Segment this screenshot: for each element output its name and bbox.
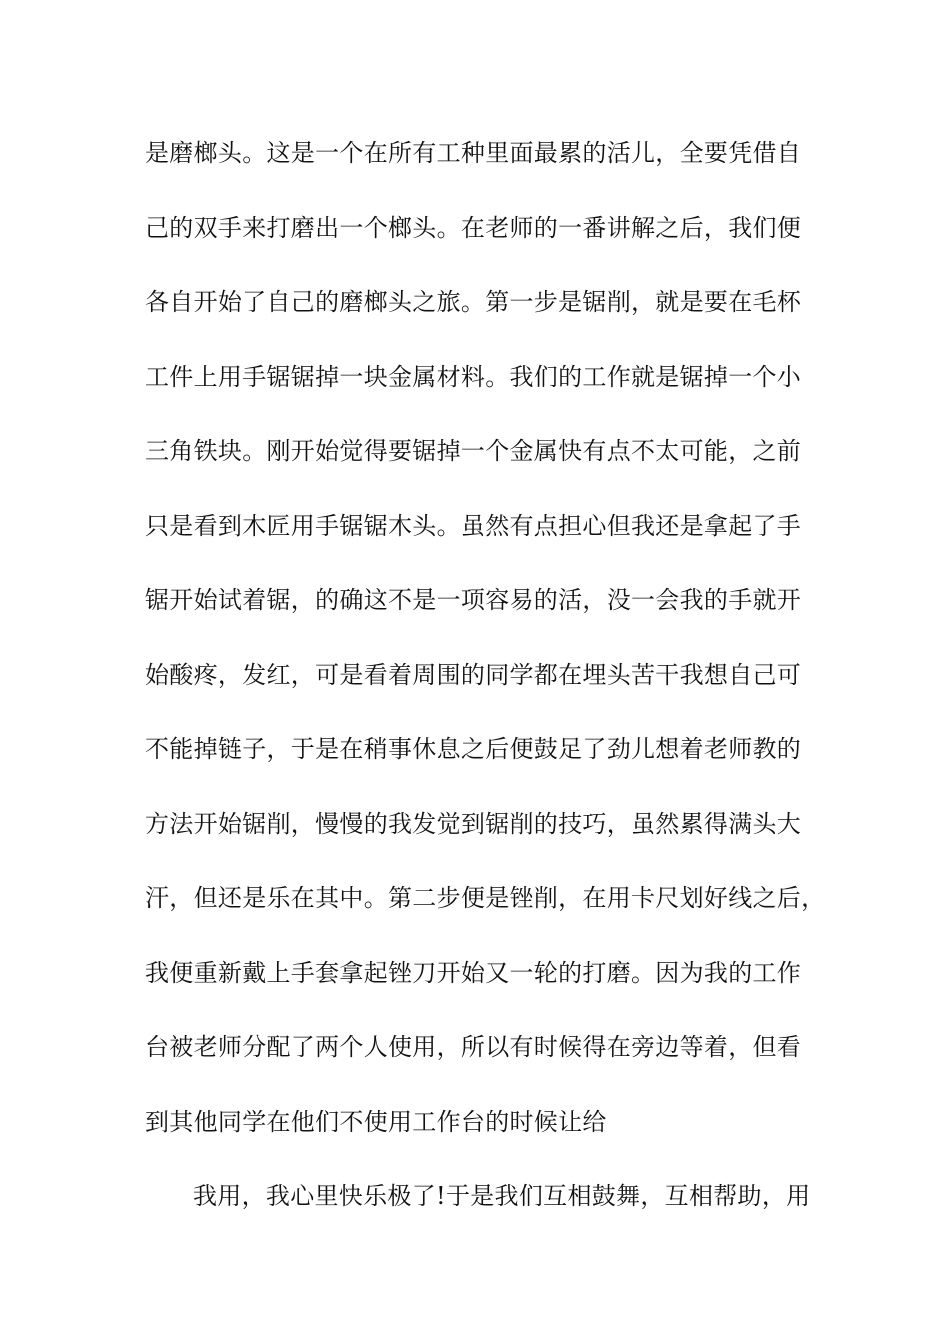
text-line-8: 始酸疼，发红，可是看着周围的同学都在埋头苦干我想自己可 (145, 660, 802, 689)
text-line-7: 锯开始试着锯，的确这不是一项容易的活，没一会我的手就开 (145, 586, 802, 614)
text-line-9: 不能掉链子，于是在稍事休息之后便鼓足了劲儿想着老师教的 (145, 735, 802, 763)
text-line-12: 我便重新戴上手套拿起锉刀开始又一轮的打磨。因为我的工作 (145, 958, 802, 987)
text-line-5: 三角铁块。刚开始觉得要锯掉一个金属快有点不太可能，之前 (145, 437, 802, 465)
body-text (145, 130, 825, 1248)
text-line-3: 各自开始了自己的磨榔头之旅。第一步是锯削，就是要在毛杯 (145, 288, 802, 316)
text-line-4: 工件上用手锯锯掉一块金属材料。我们的工作就是锯掉一个小 (145, 362, 802, 391)
text-line-6: 只是看到木匠用手锯锯木头。虽然有点担心但我还是拿起了手 (145, 511, 802, 540)
text-line-1: 是磨榔头。这是一个在所有工种里面最累的活儿，全要凭借自 (145, 139, 802, 167)
text-line-2: 己的双手来打磨出一个榔头。在老师的一番讲解之后，我们便 (145, 213, 802, 242)
text-line-15-paragraph-start: 我用，我心里快乐极了!于是我们互相鼓舞，互相帮助，用 (193, 1182, 811, 1210)
text-line-10: 方法开始锯削，慢慢的我发觉到锯削的技巧，虽然累得满头大 (145, 809, 802, 838)
text-line-13: 台被老师分配了两个人使用，所以有时候得在旁边等着，但看 (145, 1033, 802, 1061)
text-line-14: 到其他同学在他们不使用工作台的时候让给 (145, 1107, 607, 1136)
text-line-11: 汗，但还是乐在其中。第二步便是锉削，在用卡尺划好线之后， (145, 884, 826, 912)
